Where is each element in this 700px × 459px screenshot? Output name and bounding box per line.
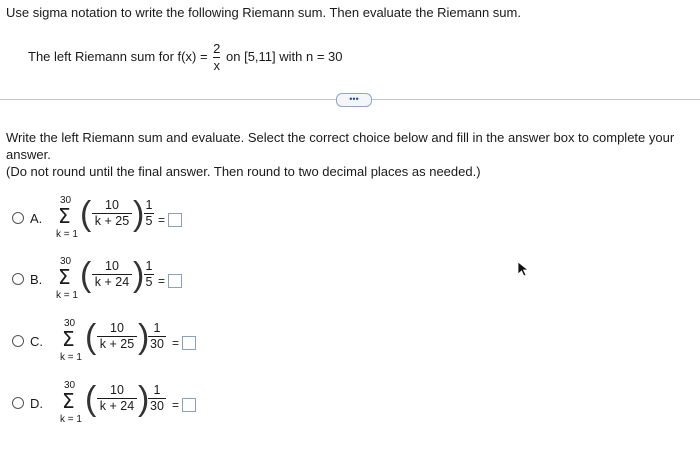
left-paren: ( bbox=[80, 195, 92, 233]
sigma-icon: Σ bbox=[62, 389, 75, 413]
left-paren: ( bbox=[80, 256, 92, 294]
width-numerator: 1 bbox=[145, 259, 153, 273]
answer-box-d[interactable] bbox=[182, 398, 196, 412]
question-function-line bbox=[28, 42, 343, 73]
sum-lower-limit: k = 1 bbox=[60, 352, 82, 363]
term-denominator: k + 25 bbox=[99, 337, 135, 351]
function-prefix: The left Riemann sum for f(x) = bbox=[28, 48, 208, 64]
instruction-line-1: Write the left Riemann sum and evaluate. Select the correct choice below and fill in the answer box to complete your bbox=[6, 130, 675, 145]
left-paren: ( bbox=[85, 318, 97, 356]
right-paren: ) bbox=[138, 380, 150, 418]
instruction-line-2: answer. bbox=[6, 147, 51, 162]
term-numerator: 10 bbox=[110, 321, 124, 335]
answer-box-c[interactable] bbox=[182, 336, 196, 350]
equals-sign: = bbox=[158, 274, 166, 288]
left-paren: ( bbox=[85, 380, 97, 418]
answer-box-a[interactable] bbox=[168, 213, 182, 227]
width-denominator: 5 bbox=[145, 214, 153, 228]
choice-b[interactable] bbox=[12, 254, 212, 312]
instruction-line-3: (Do not round until the final answer. Then round to two decimal places as needed.) bbox=[6, 164, 481, 179]
choice-d[interactable] bbox=[12, 378, 212, 436]
right-paren: ) bbox=[133, 256, 145, 294]
instructions bbox=[6, 129, 674, 180]
equals-sign: = bbox=[158, 213, 166, 227]
term-fraction bbox=[92, 259, 132, 290]
radio-button-icon[interactable] bbox=[12, 335, 24, 347]
radio-button-icon[interactable] bbox=[12, 397, 24, 409]
term-numerator: 10 bbox=[105, 198, 119, 212]
radio-button-icon[interactable] bbox=[12, 273, 24, 285]
term-numerator: 10 bbox=[105, 259, 119, 273]
term-denominator: k + 24 bbox=[99, 399, 135, 413]
more-options-button[interactable]: ••• bbox=[336, 93, 372, 107]
radio-button-icon[interactable] bbox=[12, 212, 24, 224]
equals-sign: = bbox=[172, 336, 180, 350]
choice-a[interactable] bbox=[12, 193, 212, 251]
function-numerator: 2 bbox=[213, 41, 221, 56]
term-fraction bbox=[97, 321, 137, 352]
term-denominator: k + 25 bbox=[94, 214, 130, 228]
sum-upper-limit: 30 bbox=[64, 318, 76, 329]
term-fraction bbox=[97, 383, 137, 414]
sigma-icon: Σ bbox=[58, 265, 71, 289]
function-suffix: on [5,11] with n = 30 bbox=[226, 48, 343, 64]
answer-box-b[interactable] bbox=[168, 274, 182, 288]
choice-c[interactable] bbox=[12, 316, 212, 374]
mouse-pointer-icon bbox=[517, 261, 531, 277]
term-denominator: k + 24 bbox=[94, 275, 130, 289]
choice-letter: A. bbox=[30, 211, 43, 226]
sum-upper-limit: 30 bbox=[64, 380, 76, 391]
width-numerator: 1 bbox=[153, 321, 161, 335]
function-denominator: x bbox=[213, 58, 221, 73]
function-fraction bbox=[213, 42, 220, 73]
width-fraction bbox=[148, 383, 166, 414]
width-fraction bbox=[144, 198, 154, 229]
sum-upper-limit: 30 bbox=[60, 256, 72, 267]
width-denominator: 30 bbox=[150, 337, 164, 351]
width-fraction bbox=[148, 321, 166, 352]
sum-upper-limit: 30 bbox=[60, 195, 72, 206]
choice-letter: C. bbox=[30, 334, 43, 349]
sum-lower-limit: k = 1 bbox=[56, 290, 78, 301]
right-paren: ) bbox=[133, 195, 145, 233]
width-denominator: 30 bbox=[150, 399, 164, 413]
sum-lower-limit: k = 1 bbox=[56, 229, 78, 240]
sigma-icon: Σ bbox=[58, 204, 71, 228]
equals-sign: = bbox=[172, 398, 180, 412]
sigma-icon: Σ bbox=[62, 327, 75, 351]
choice-letter: B. bbox=[30, 272, 43, 287]
right-paren: ) bbox=[138, 318, 150, 356]
width-numerator: 1 bbox=[145, 198, 153, 212]
term-numerator: 10 bbox=[110, 383, 124, 397]
term-fraction bbox=[92, 198, 132, 229]
width-denominator: 5 bbox=[145, 275, 153, 289]
width-numerator: 1 bbox=[153, 383, 161, 397]
question-text: Use sigma notation to write the following Riemann sum. Then evaluate the Riemann sum. bbox=[6, 5, 521, 20]
sum-lower-limit: k = 1 bbox=[60, 414, 82, 425]
width-fraction bbox=[144, 259, 154, 290]
choice-letter: D. bbox=[30, 396, 43, 411]
